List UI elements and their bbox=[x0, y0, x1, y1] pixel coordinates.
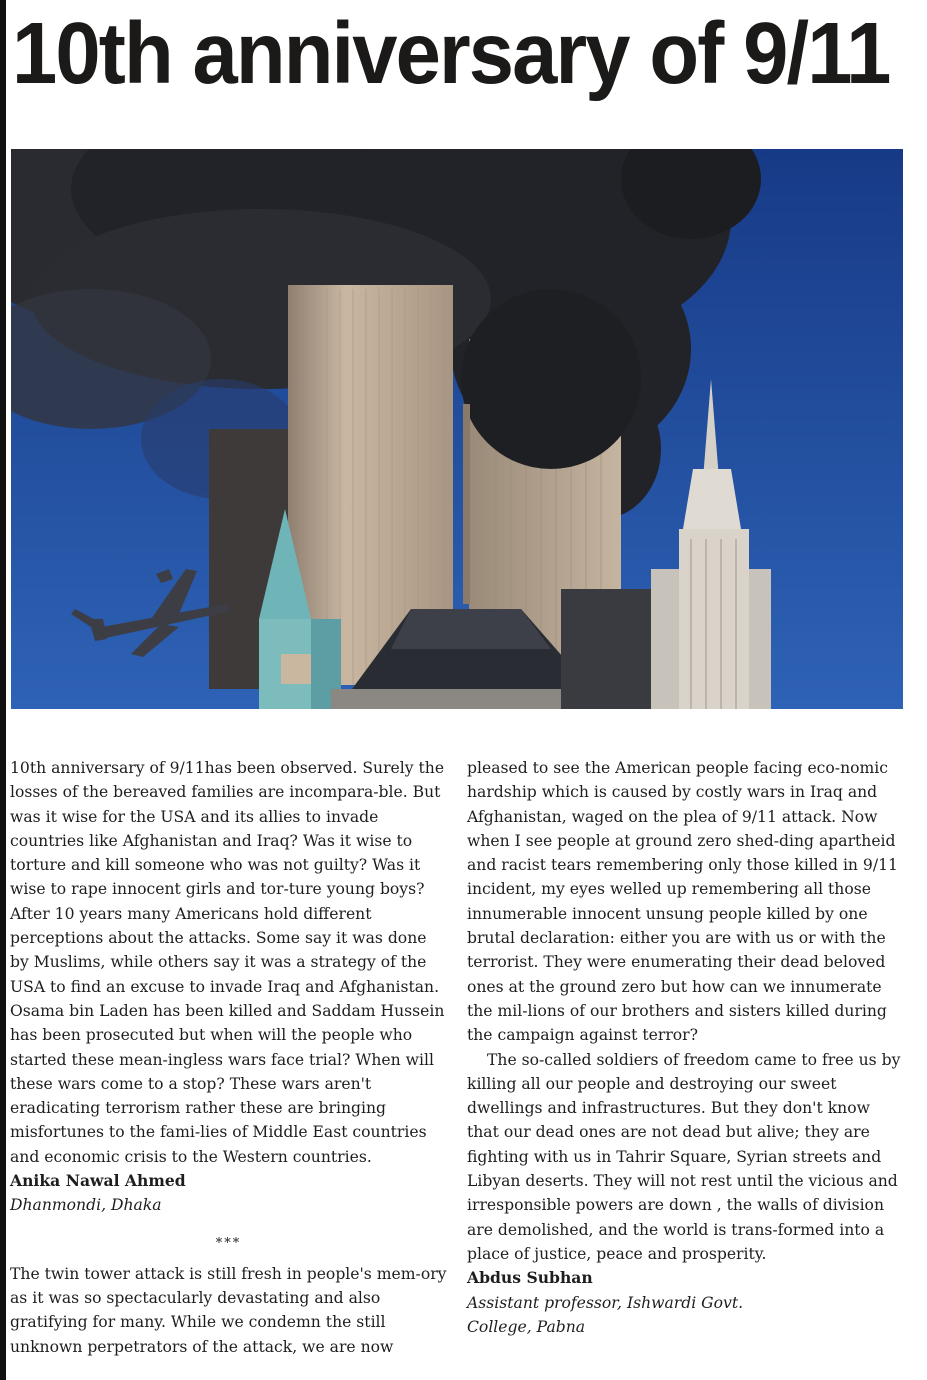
right-column bbox=[467, 756, 903, 1339]
letter2-title-line1: Assistant professor, Ishwardi Govt. bbox=[467, 1293, 744, 1312]
letter1-body: 10th anniversary of 9/11has been observed. Surely the losses of the bereaved families are incompara-ble. But was it wise for the USA and its allies to invade countries like Afghanistan and Iraq? Was it wise to torture and kill someone who was not guilty? Was it wise to rape innocent girls and tor-ture young boys? After 10 years many Americans hold different perceptions about the attacks. Some say it was done by Muslims, while others say it was a strategy of the USA to find an excuse to invade Iraq and Afghanistan. Osama bin Laden has been killed and Saddam Hussein has been prosecuted but when will the people who started these mean-ingless wars face trial? When will these wars come to a stop? These wars aren't eradicating terrorism rather these are bringing misfortunes to the fami-lies of Middle East countries and economic crisis to the Western countries. bbox=[10, 759, 445, 1166]
letter2-author: Abdus Subhan bbox=[467, 1268, 593, 1288]
left-margin-rule bbox=[0, 0, 6, 1380]
article-separator: *** bbox=[215, 1235, 242, 1251]
antenna bbox=[463, 404, 470, 604]
headline: 10th anniversary of 9/11 bbox=[12, 5, 890, 102]
letter1-location: Dhanmondi, Dhaka bbox=[10, 1196, 162, 1215]
photo-illustration bbox=[11, 149, 903, 709]
letter2-paragraph1-start: The twin tower attack is still fresh in people's mem-ory as it was so spectacularly devastating and also gratifying for many. While we condemn the still unknown perpetrators of the attack, we are now bbox=[10, 1264, 447, 1356]
left-column bbox=[10, 756, 447, 1359]
letter2-title-line2: College, Pabna bbox=[467, 1317, 586, 1336]
twin-towers-photo bbox=[11, 149, 903, 709]
letter2-paragraph1-continued: pleased to see the American people facing eco-nomic hardship which is caused by costly wars in Iraq and Afghanistan, waged on the plea of 9/11 attack. Now when I see people at ground zero shed-ding apartheid and racist tears remembering only those killed in 9/11 incident, my eyes welled up remembering all those innumerable innocent unsung people killed by one brutal declaration: either you are with us or with the terrorist. They were enumerating their dead beloved ones at the ground zero but how can we innumerate the mil-lions of our brothers and sisters killed during the campaign against terror? bbox=[467, 759, 898, 1045]
letter1-author: Anika Nawal Ahmed bbox=[10, 1171, 186, 1191]
letter2-paragraph2: The so-called soldiers of freedom came to free us by killing all our people and destroying our sweet dwellings and infrastructures. But they don't know that our dead ones are not dead but alive; they are fighting with us in Tahrir Square, Syrian streets and Libyan deserts. They will not rest until the vicious and irresponsible powers are down , the walls of division are demolished, and the world is trans-formed into a place of justice, peace and prosperity. bbox=[467, 1050, 901, 1263]
